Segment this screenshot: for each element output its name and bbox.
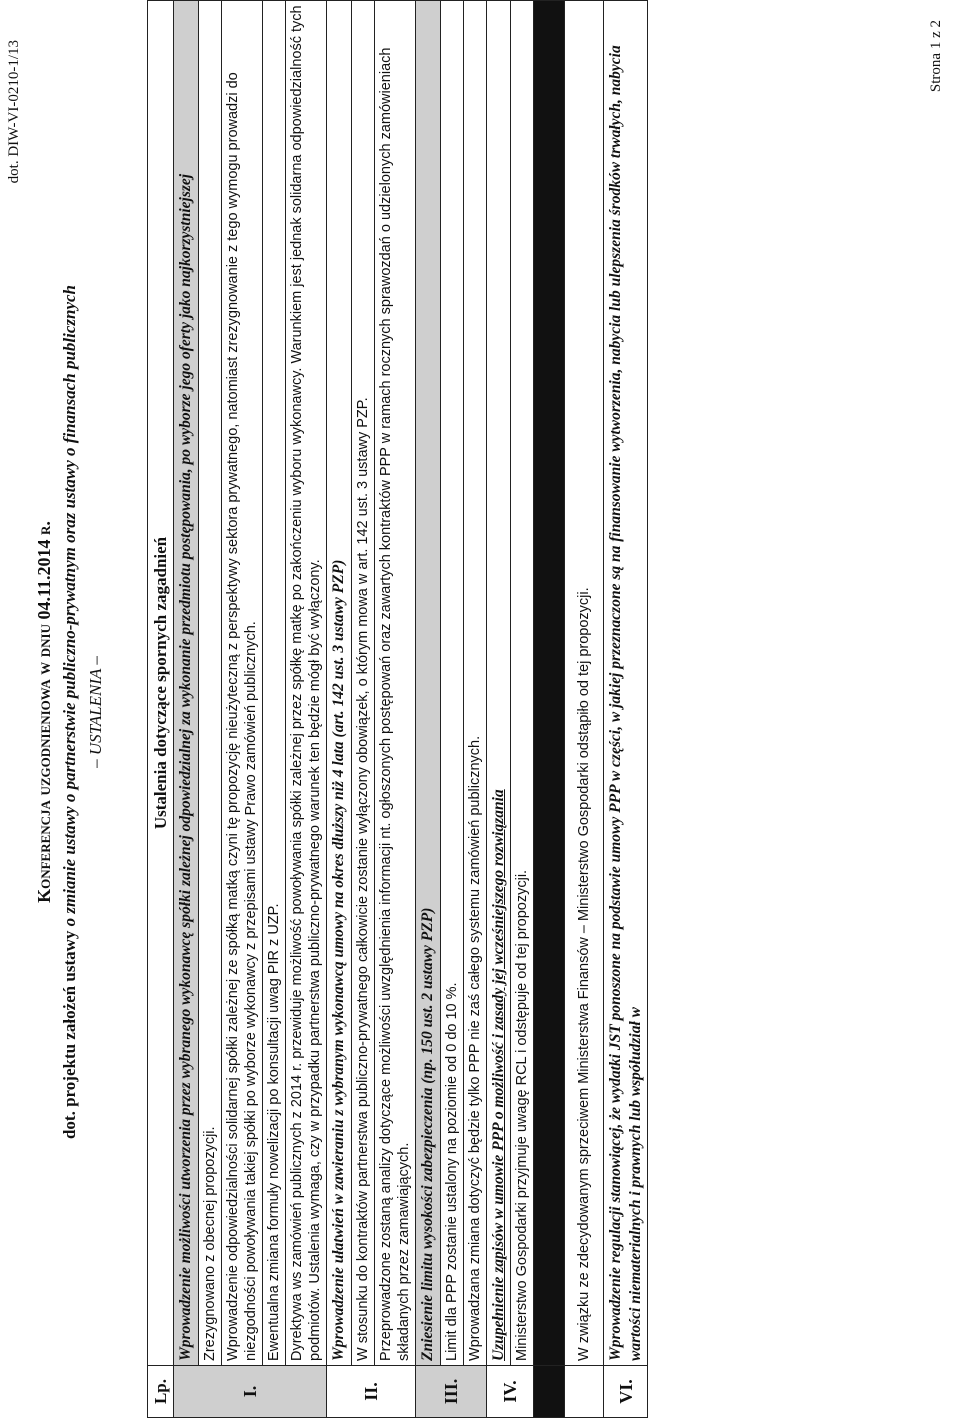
conference-title: Konferencja uzgodnieniowa w dniu 04.11.2014 r.	[34, 521, 54, 903]
section-title: Wprowadzenie ułatwień w zawieraniu z wybranym wykonawcą umowy na okres dłuższy niż 4 lata (art. 142 ust. 3 ustawy PZP)	[327, 1, 351, 1366]
section-number: I.	[174, 1366, 327, 1418]
table-row	[351, 1, 374, 1418]
finding-text: Wprowadzenie odpowiedzialności solidarnej spółki zależnej ze spółką matką czyni tę propozycję nieużyteczną z perspektywy sektora prywatnego, natomiast zrezygnowanie z tego wymogu prowadzi do niezgodności powoływania takiej spółki po wyborze wykonawcy z przepisami ustawy Prawo zamówień publicznych.	[221, 1, 262, 1366]
section-title: Wprowadzenie regulacji stanowiącej, że wydatki JST ponoszone na podstawie umowy PPP w części, w jakiej przeznaczone są na finansowanie wytworzenia, nabycia lub ulepszenia środków trwałych, nabycia wartości niematerialnych i prawnych lub współudział w	[604, 1, 648, 1366]
finding-text: Dyrektywa ws zamówień publicznych z 2014 r. przewiduje możliwość powoływania spółki zależnej przez spółkę matkę po zakończeniu wyboru wykonawcy. Warunkiem jest jednak solidarna odpowiedzialność tych podmiotów. Ustalenia wymaga, czy w przypadku partnerstwa publiczno-prywatnego warunek ten będzie mógł być wyłączony.	[286, 1, 327, 1366]
table-row	[374, 1, 415, 1418]
section-title-row	[174, 1, 198, 1418]
project-subtitle: dot. projektu założeń ustawy o zmianie ustawy o partnerstwie publiczno-prywatnym oraz ustawy o finansach publicznych	[60, 284, 79, 1140]
redacted-cell	[534, 1, 565, 1366]
section-title: Zniesienie limitu wysokości zabezpieczenia (np. 150 ust. 2 ustawy PZP)	[416, 1, 440, 1366]
section-title: Wprowadzenie możliwości utworzenia przez wybranego wykonawcę spółki zależnej odpowiedzialnej za wykonanie przedmiotu postępowania, po wyborze jego oferty jako najkorzystniejszej	[174, 1, 198, 1366]
section-title-row	[604, 1, 648, 1418]
page-number: Strona 1 z 2	[928, 20, 944, 93]
section-number: IV.	[486, 1366, 534, 1418]
finding-text: Wprowadzana zmiana dotyczyć będzie tylko PPP nie zaś całego systemu zamówień publicznych.	[463, 1, 486, 1366]
findings-heading: – USTALENIA –	[86, 656, 105, 768]
column-header-findings: Ustalenia dotyczące spornych zagadnień	[148, 1, 174, 1366]
redacted-row	[534, 1, 565, 1418]
table-row	[286, 1, 327, 1418]
table-row	[565, 1, 604, 1418]
document-reference: dot. DIW-VI-0210-1/13	[6, 40, 22, 184]
table-row	[263, 1, 286, 1418]
table-header-row	[148, 1, 174, 1418]
redacted-cell	[534, 1366, 565, 1418]
finding-text: Przeprowadzone zostaną analizy dotyczące możliwości uwzględnienia informacji nt. ogłoszonych postępowań oraz zawartych kontraktów PPP w ramach rocznych sprawozdań o udzielonych zamówieniach składanych przez zamawiających.	[374, 1, 415, 1366]
section-number: VI.	[604, 1366, 648, 1418]
section-number: II.	[327, 1366, 416, 1418]
table-row	[221, 1, 262, 1418]
table-row	[440, 1, 463, 1418]
finding-text: Ewentualna zmiana formuły nowelizacji po konsultacji uwag PIR z UZP.	[263, 1, 286, 1366]
section-title-row	[416, 1, 440, 1418]
column-header-lp: Lp.	[148, 1366, 174, 1418]
section-title: Uzupełnienie zapisów w umowie PPP o możliwość i zasady jej wcześniejszego rozwiązania	[486, 1, 510, 1366]
finding-text: Zrezygnowano z obecnej propozycji.	[198, 1, 221, 1366]
findings-table	[147, 0, 648, 1418]
section-title-row	[486, 1, 510, 1418]
table-row	[198, 1, 221, 1418]
finding-text: W związku ze zdecydowanym sprzeciwem Ministerstwa Finansów – Ministerstwo Gospodarki odstąpiło od tej propozycji.	[565, 1, 604, 1366]
table-row	[511, 1, 534, 1418]
section-title-row	[327, 1, 351, 1418]
section-number: III.	[416, 1366, 487, 1418]
finding-text: W stosunku do kontraktów partnerstwa publiczno-prywatnego całkowicie zostanie wyłączony obowiązek, o którym mowa w art. 142 ust. 3 ustawy PZP.	[351, 1, 374, 1366]
finding-text: Limit dla PPP zostanie ustalony na poziomie od 0 do 10 %.	[440, 1, 463, 1366]
finding-text: Ministerstwo Gospodarki przyjmuje uwagę RCL i odstępuje od tej propozycji.	[511, 1, 534, 1366]
table-row	[463, 1, 486, 1418]
